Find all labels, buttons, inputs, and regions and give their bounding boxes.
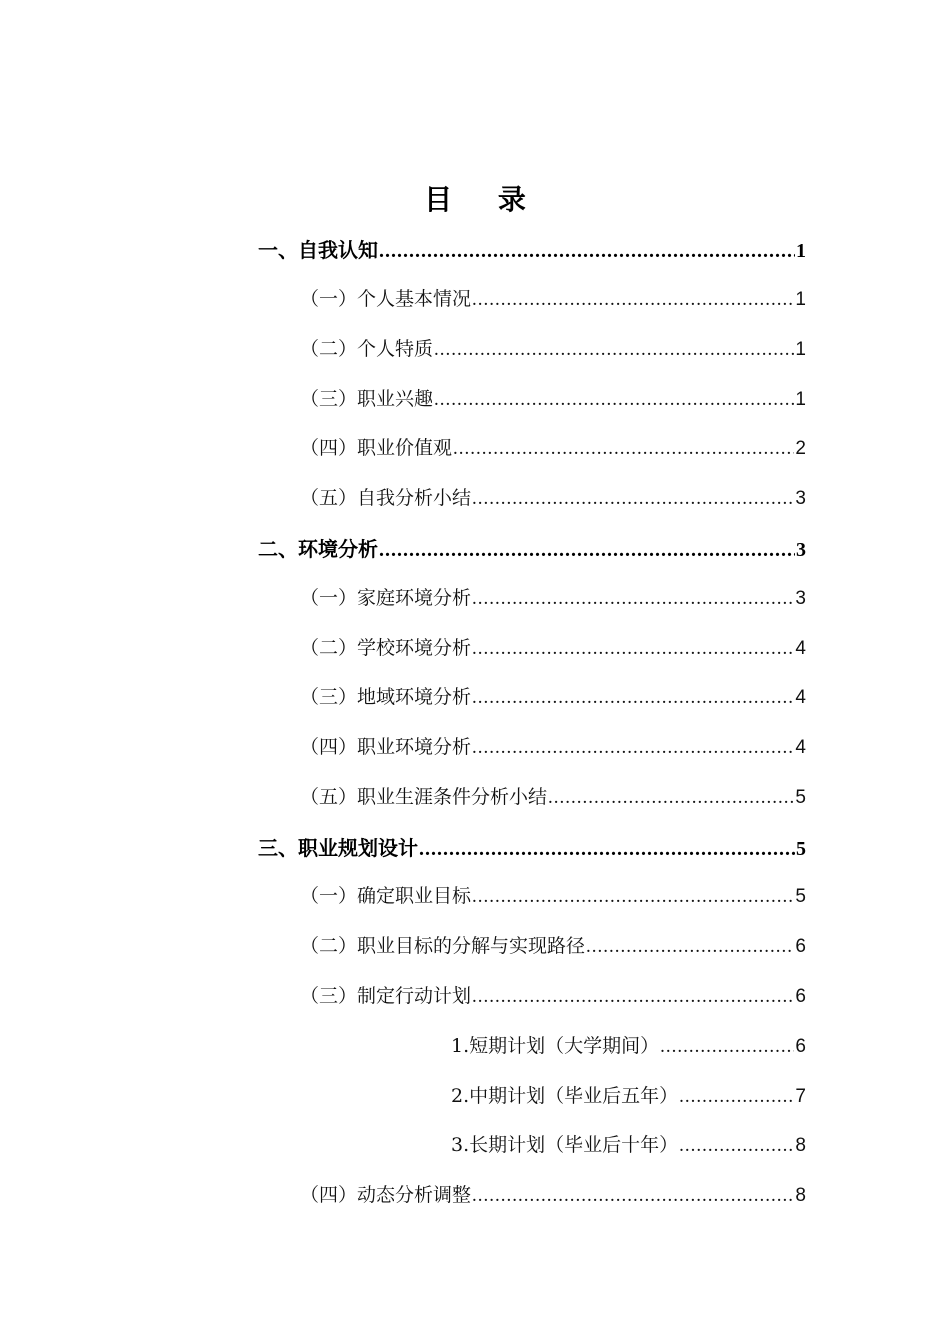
toc-entry-section[interactable] <box>300 782 806 812</box>
toc-leader-dots <box>679 1135 794 1157</box>
toc-entry-page: 6 <box>795 936 806 957</box>
toc-entry-label: （一）个人基本情况 <box>300 288 472 310</box>
toc-entry-label: （五）职业生涯条件分析小结 <box>300 786 548 808</box>
toc-entry-section[interactable] <box>300 1180 806 1210</box>
toc-entry-page: 7 <box>795 1086 806 1107</box>
toc-entry-page: 5 <box>796 838 806 860</box>
toc-entry-page: 6 <box>795 1036 806 1057</box>
toc-leader-dots <box>679 1086 794 1108</box>
toc-entry-section[interactable] <box>300 633 806 663</box>
toc-entry-section[interactable] <box>300 334 806 364</box>
toc-leader-dots <box>472 687 794 709</box>
toc-leader-dots <box>472 986 794 1008</box>
toc-entry-page: 4 <box>795 638 806 659</box>
toc-leader-dots <box>379 240 795 263</box>
toc-entry-subsection[interactable] <box>451 1130 806 1160</box>
toc-leader-dots <box>586 936 794 958</box>
toc-entry-page: 2 <box>795 438 806 459</box>
toc-entry-label: （三）职业兴趣 <box>300 388 434 410</box>
toc-leader-dots <box>472 638 794 660</box>
toc-entry-section[interactable] <box>300 981 806 1011</box>
toc-entry-label: 三、职业规划设计 <box>258 836 418 860</box>
toc-leader-dots <box>379 539 795 562</box>
toc-leader-dots <box>472 588 794 610</box>
toc-entry-page: 4 <box>795 687 806 708</box>
toc-leader-dots <box>472 886 794 908</box>
page-title: 目 录 <box>424 183 544 216</box>
toc-entry-label: （一）确定职业目标 <box>300 885 472 907</box>
toc-entry-label: （四）职业价值观 <box>300 437 453 459</box>
toc-entry-page: 1 <box>795 289 806 310</box>
toc-entry-section[interactable] <box>300 583 806 613</box>
toc-entry-page: 3 <box>795 488 806 509</box>
toc-entry-chapter-1[interactable] <box>258 234 806 264</box>
toc-entry-page: 1 <box>796 240 806 262</box>
toc-entry-section[interactable] <box>300 931 806 961</box>
toc-leader-dots <box>660 1036 794 1058</box>
toc-entry-section[interactable] <box>300 732 806 762</box>
toc-entry-page: 8 <box>795 1135 806 1156</box>
toc-entry-page: 8 <box>795 1185 806 1206</box>
toc-entry-label: （一）家庭环境分析 <box>300 587 472 609</box>
toc-entry-chapter-2[interactable] <box>258 533 806 563</box>
toc-leader-dots <box>472 1185 794 1207</box>
toc-entry-subsection[interactable] <box>451 1081 806 1111</box>
toc-entry-page: 5 <box>795 787 806 808</box>
toc-entry-section[interactable] <box>300 483 806 513</box>
toc-entry-label: （二）学校环境分析 <box>300 637 472 659</box>
toc-entry-section[interactable] <box>300 682 806 712</box>
toc-entry-page: 5 <box>795 886 806 907</box>
toc-entry-label: （五）自我分析小结 <box>300 487 472 509</box>
toc-leader-dots <box>548 787 794 809</box>
toc-leader-dots <box>472 289 794 311</box>
toc-entry-page: 1 <box>795 389 806 410</box>
toc-leader-dots <box>434 339 794 361</box>
toc-entry-section[interactable] <box>300 384 806 414</box>
toc-entry-label: （二）职业目标的分解与实现路径 <box>300 935 586 957</box>
toc-entry-label: （三）制定行动计划 <box>300 985 472 1007</box>
toc-leader-dots <box>453 438 794 460</box>
toc-entry-section[interactable] <box>300 881 806 911</box>
toc-entry-page: 3 <box>795 588 806 609</box>
toc-entry-label: （三）地域环境分析 <box>300 686 472 708</box>
toc-leader-dots <box>472 737 794 759</box>
toc-entry-page: 3 <box>796 539 806 561</box>
toc-entry-label: 2.中期计划（毕业后五年） <box>451 1085 679 1107</box>
toc-entry-subsection[interactable] <box>451 1031 806 1061</box>
toc-entry-label: （二）个人特质 <box>300 338 434 360</box>
toc-entry-page: 1 <box>795 339 806 360</box>
toc-entry-label: 二、环境分析 <box>258 537 378 561</box>
toc-entry-section[interactable] <box>300 284 806 314</box>
toc-entry-label: 1.短期计划（大学期间） <box>451 1035 660 1057</box>
toc-entry-label: 3.长期计划（毕业后十年） <box>451 1134 679 1156</box>
toc-leader-dots <box>434 389 794 411</box>
toc-entry-chapter-3[interactable] <box>258 832 806 862</box>
toc-entry-page: 4 <box>795 737 806 758</box>
toc-entry-page: 6 <box>795 986 806 1007</box>
toc-entry-label: （四）动态分析调整 <box>300 1184 472 1206</box>
toc-entry-label: （四）职业环境分析 <box>300 736 472 758</box>
toc-entry-label: 一、自我认知 <box>258 238 378 262</box>
toc-entry-section[interactable] <box>300 433 806 463</box>
toc-leader-dots <box>419 838 795 861</box>
toc-leader-dots <box>472 488 794 510</box>
